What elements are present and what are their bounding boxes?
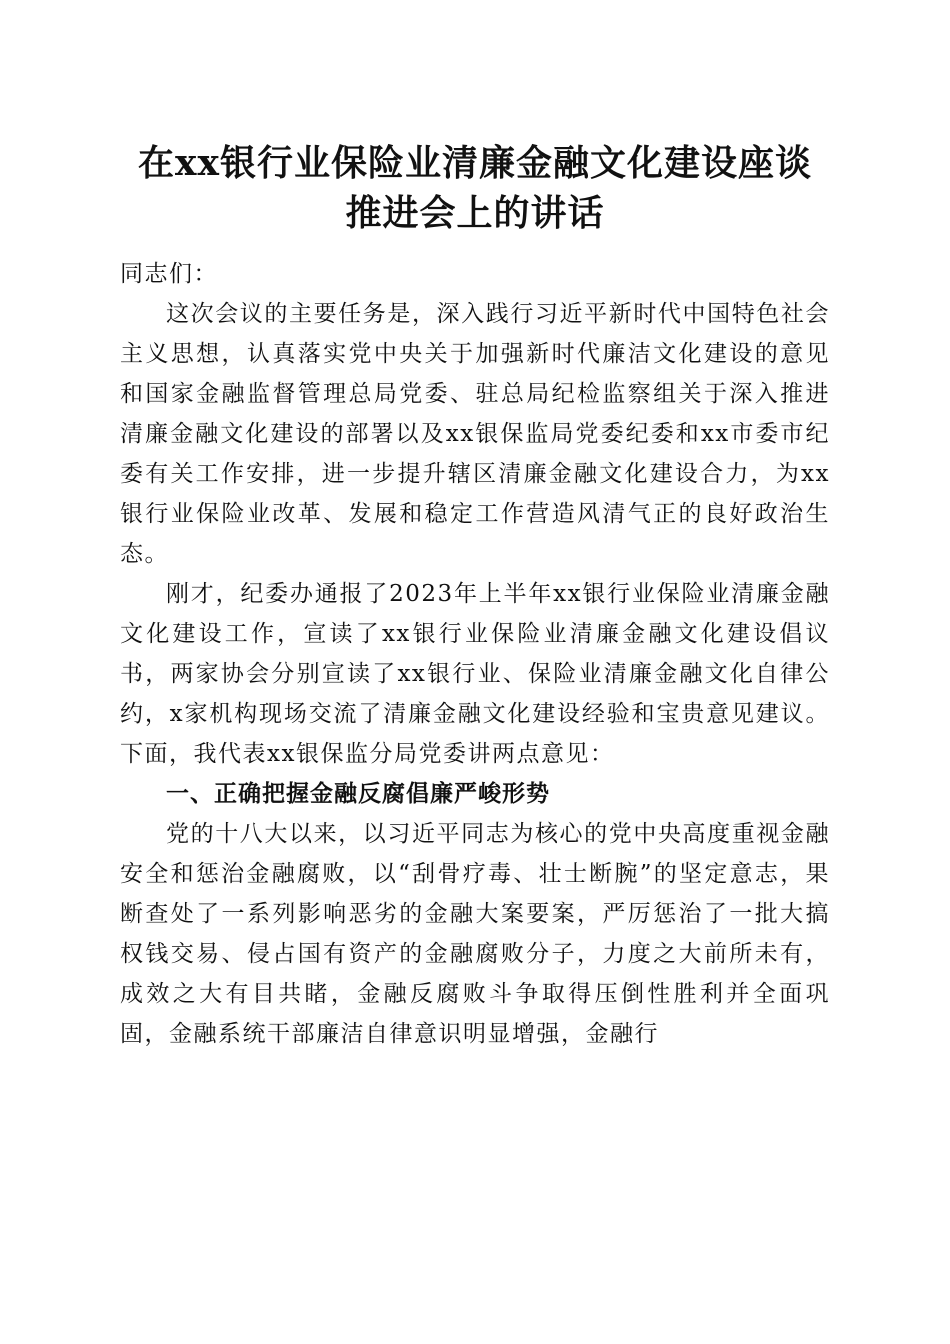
document-body bbox=[120, 254, 830, 1054]
document-title: 在xx银行业保险业清廉金融文化建设座谈推进会上的讲话 bbox=[138, 142, 812, 234]
section-paragraph: 党的十八大以来，以习近平同志为核心的党中央高度重视金融安全和惩治金融腐败，以“刮骨疗毒、壮士断腕”的坚定意志，果断查处了一系列影响恶劣的金融大案要案，严厉惩治了一批大搞权钱交易、侵占国有资产的金融腐败分子，力度之大前所未有，成效之大有目共睹，金融反腐败斗争取得压倒性胜利并全面巩固，金融系统干部廉洁自律意识明显增强，金融行 bbox=[120, 821, 830, 1047]
salutation: 同志们： bbox=[120, 261, 218, 287]
section-heading: 一、正确把握金融反腐倡廉严峻形势 bbox=[166, 781, 550, 807]
paragraph-intro: 这次会议的主要任务是，深入践行习近平新时代中国特色社会主义思想，认真落实党中央关于加强新时代廉洁文化建设的意见和国家金融监督管理总局党委、驻总局纪检监察组关于深入推进清廉金融文化建设的部署以及xx银保监局党委纪委和xx市委市纪委有关工作安排，进一步提升辖区清廉金融文化建设合力，为xx银行业保险业改革、发展和稳定工作营造风清气正的良好政治生态。 bbox=[120, 301, 830, 567]
paragraph-summary: 刚才，纪委办通报了2023年上半年xx银行业保险业清廉金融文化建设工作，宣读了xx银行业保险业清廉金融文化建设倡议书，两家协会分别宣读了xx银行业、保险业清廉金融文化自律公约，x家机构现场交流了清廉金融文化建设经验和宝贵意见建议。下面，我代表xx银保监分局党委讲两点意见： bbox=[120, 581, 830, 767]
